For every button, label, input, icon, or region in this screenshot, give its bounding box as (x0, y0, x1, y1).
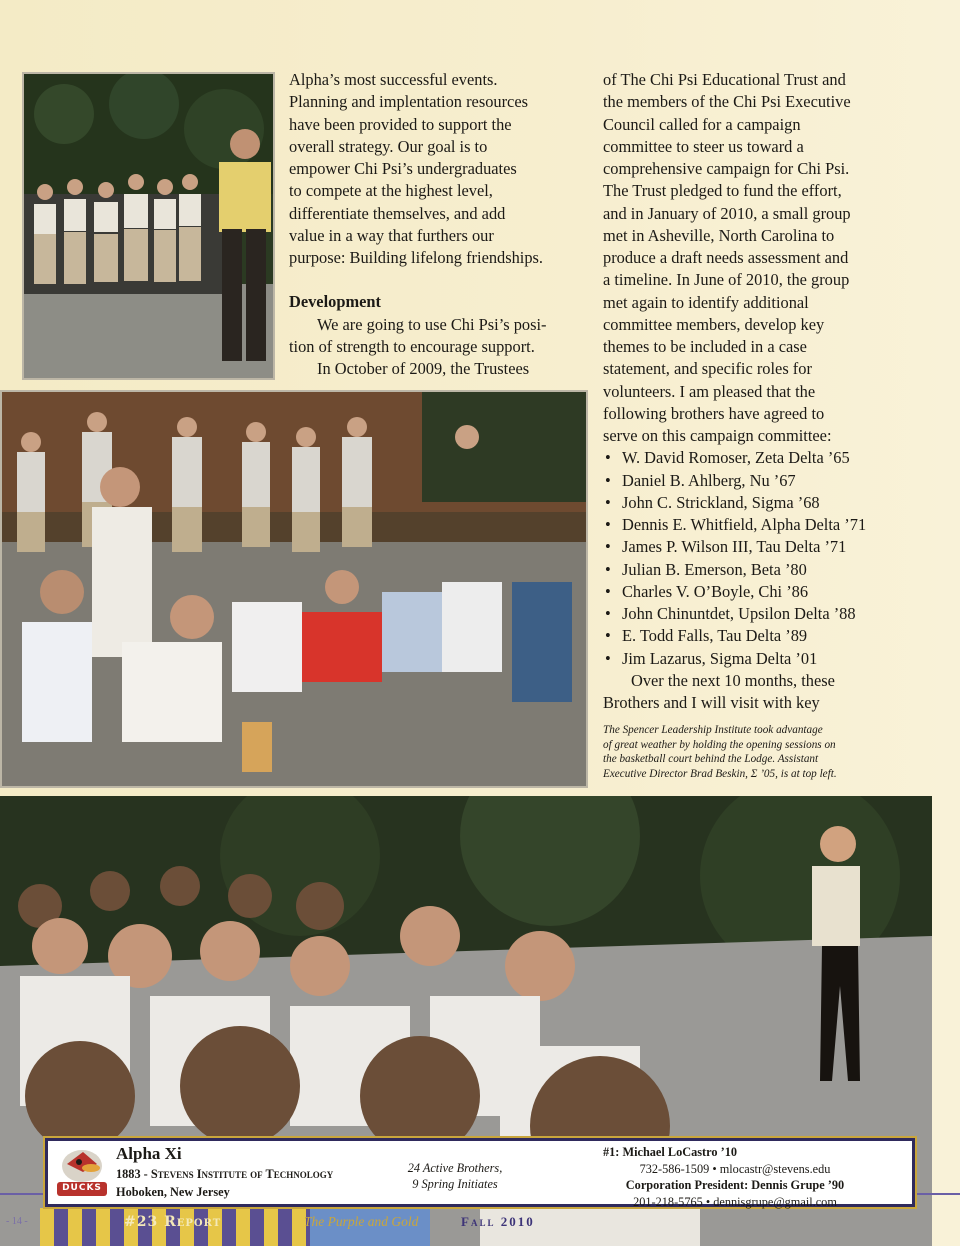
body-line: have been provided to support the (289, 114, 512, 134)
body-line: Council called for a campaign (603, 114, 801, 134)
body-line: met in Asheville, North Carolina to (603, 225, 835, 245)
committee-member: • Jim Lazarus, Sigma Delta ’01 (603, 648, 913, 670)
body-line: purpose: Building lifelong friendships. (289, 248, 544, 267)
issue-season: Fall 2010 (461, 1214, 535, 1229)
body-line: and in January of 2010, a small group (603, 203, 851, 223)
caption-line: The Spencer Leadership Institute took advantage (603, 724, 823, 736)
spacer (289, 269, 584, 291)
stats-line: 24 Active Brothers, (407, 1161, 503, 1175)
body-line: The Trust pledged to fund the effort, (603, 181, 842, 201)
contact-president-details: 732-586-1509 • mlocastr@stevens.edu (639, 1161, 831, 1176)
page-number: - 14 - (6, 1216, 28, 1227)
report-label: #23 Report (124, 1214, 222, 1230)
committee-member: • Dennis E. Whitfield, Alpha Delta ’71 (603, 514, 913, 536)
body-line: met again to identify additional (603, 292, 809, 312)
committee-member: • W. David Romoser, Zeta Delta ’65 (603, 447, 913, 469)
body-line: tion of strength to encourage support. (289, 336, 535, 356)
photo-speaker-top-left (22, 72, 275, 380)
body-line: value in a way that furthers our (289, 225, 494, 245)
contact-corporation: Corporation President: Dennis Grupe ’90 (625, 1178, 845, 1193)
chapter-contacts (570, 1144, 900, 1210)
body-line: a timeline. In June of 2010, the group (603, 270, 850, 290)
chapter-founding: 1883 - Stevens Institute of Technology (116, 1167, 334, 1181)
committee-member: • E. Todd Falls, Tau Delta ’89 (603, 625, 913, 647)
committee-member-list (603, 447, 913, 670)
photo-group-middle (0, 390, 588, 788)
caption-line: the basketball court behind the Lodge. Assistant (603, 753, 819, 766)
body-line: of The Chi Psi Educational Trust and (603, 70, 846, 89)
body-line: following brothers have agreed to (603, 403, 825, 423)
committee-member: • John C. Strickland, Sigma ’68 (603, 492, 913, 514)
photo-caption (603, 723, 893, 781)
body-line: empower Chi Psi’s undergraduates (289, 159, 517, 178)
body-line: overall strategy. Our goal is to (289, 136, 488, 156)
body-line: produce a draft needs assessment and (603, 248, 849, 267)
photo-speaker-image (24, 74, 273, 378)
body-line: volunteers. I am pleased that the (603, 381, 816, 401)
body-line: comprehensive campaign for Chi Psi. (603, 159, 850, 178)
chapter-name: Alpha Xi (116, 1144, 182, 1163)
publication-title: The Purple and Gold (304, 1214, 419, 1229)
contact-president: #1: Michael LoCastro ’10 (603, 1145, 737, 1159)
chapter-logo (53, 1142, 111, 1202)
body-line: the members of the Chi Psi Executive (603, 92, 851, 112)
body-line: Brothers and I will visit with key (603, 693, 820, 712)
body-line: to compete at the highest level, (289, 181, 493, 201)
committee-member: • James P. Wilson III, Tau Delta ’71 (603, 536, 913, 558)
body-line: differentiate themselves, and add (289, 203, 506, 223)
contact-corporation-details: 201-218-5765 • dennisgrupe@gmail.com (633, 1194, 837, 1209)
duck-mascot-icon (53, 1142, 111, 1202)
body-line: themes to be included in a case (603, 337, 807, 356)
text-column-left (289, 69, 584, 380)
body-line: We are going to use Chi Psi’s posi- (317, 314, 547, 334)
caption-line: of great weather by holding the opening sessions on (603, 738, 836, 751)
photo-group-image (2, 392, 586, 786)
chapter-stats (385, 1160, 525, 1192)
caption-line: Executive Director Brad Beskin, Σ ’05, is at top left. (603, 767, 837, 780)
section-heading-development: Development (289, 292, 381, 312)
body-line: Over the next 10 months, these (631, 670, 835, 690)
body-line: Alpha’s most successful events. (289, 70, 498, 89)
chapter-location: Hoboken, New Jersey (116, 1185, 230, 1199)
body-line: In October of 2009, the Trustees (317, 359, 530, 378)
body-line: Planning and implentation resources (289, 92, 528, 112)
body-line: committee to steer us toward a (603, 136, 804, 156)
body-line: committee members, develop key (603, 314, 825, 334)
committee-member: • Charles V. O’Boyle, Chi ’86 (603, 581, 913, 603)
logo-lettering: DUCKS (62, 1183, 102, 1193)
stats-line: 9 Spring Initiates (412, 1177, 498, 1191)
body-line: statement, and specific roles for (603, 359, 812, 379)
body-line: serve on this campaign committee: (603, 426, 832, 445)
committee-member: • Daniel B. Ahlberg, Nu ’67 (603, 470, 913, 492)
text-column-right (603, 69, 913, 714)
committee-member: • Julian B. Emerson, Beta ’80 (603, 559, 913, 581)
committee-member: • John Chinuntdet, Upsilon Delta ’88 (603, 603, 913, 625)
